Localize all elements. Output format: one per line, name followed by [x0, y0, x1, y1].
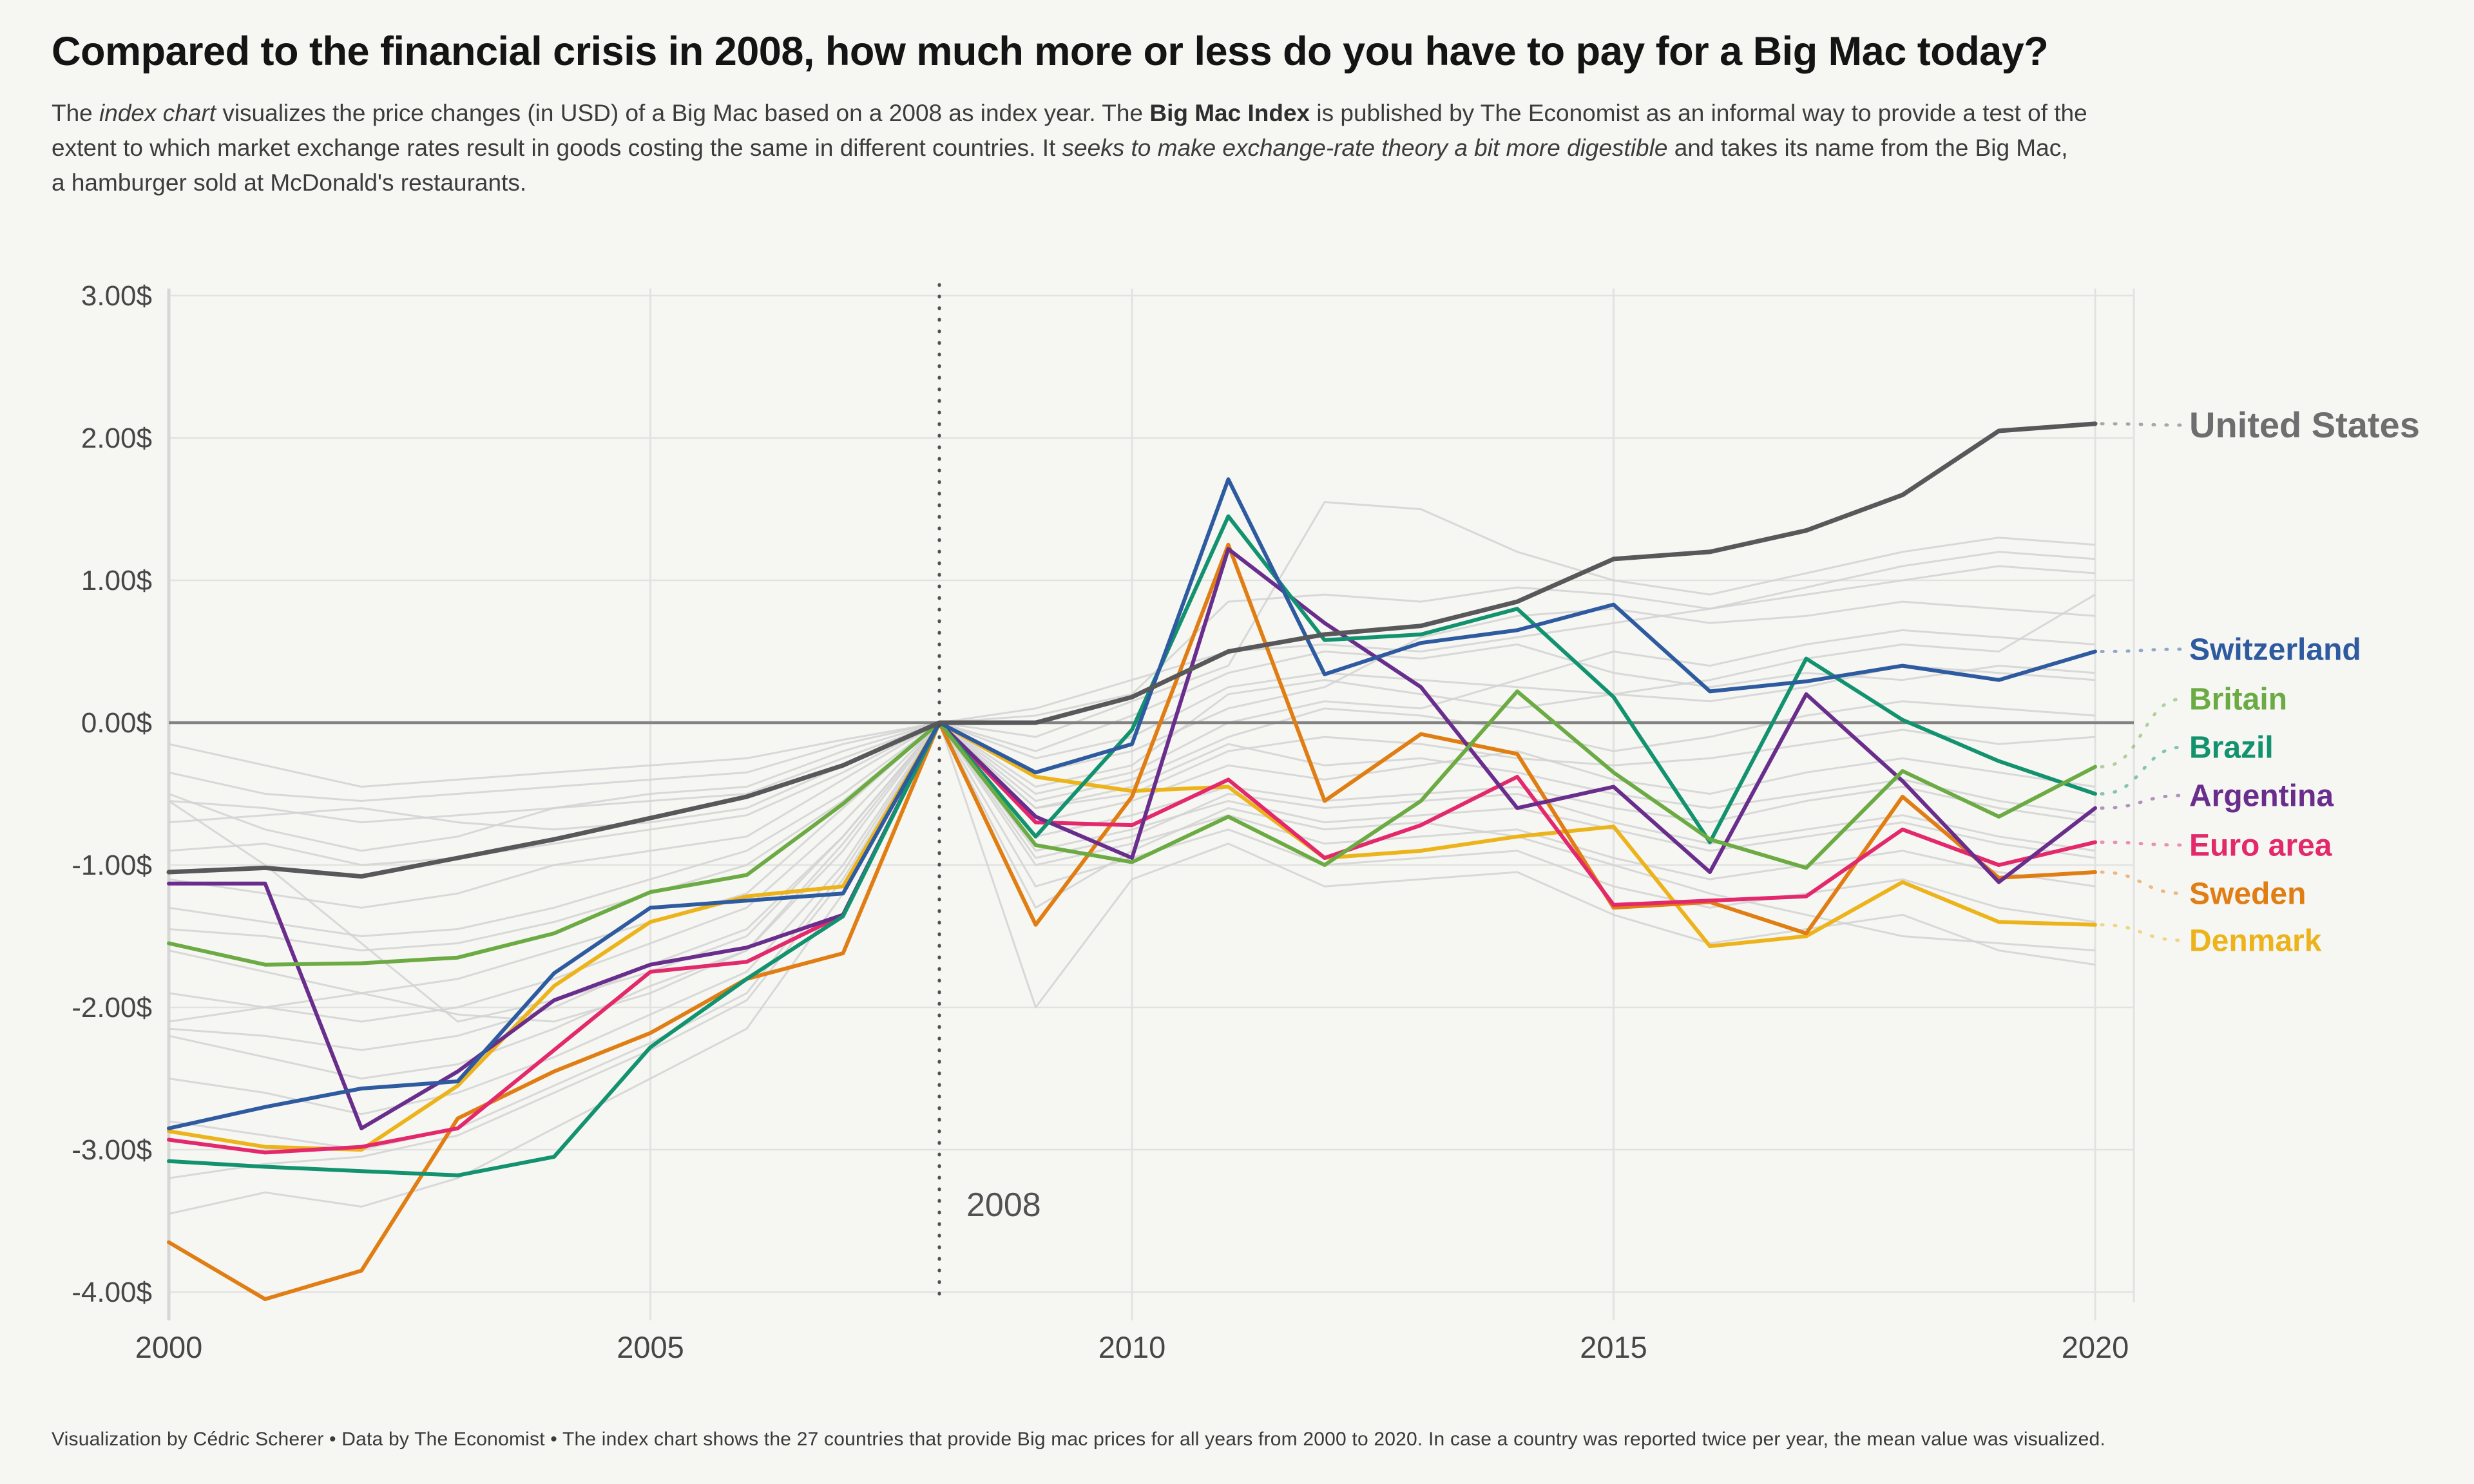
- y-tick-label: 2.00$: [81, 423, 152, 454]
- y-tick-label: 3.00$: [81, 280, 152, 312]
- grid-layer: [169, 289, 2134, 1320]
- legend-label-united-states: United States: [2189, 404, 2420, 446]
- legend-connector-argentina: [2102, 795, 2183, 808]
- legend-connector-euro-area: [2102, 842, 2183, 845]
- subtitle-segment: Big Mac Index: [1149, 100, 1310, 127]
- legend-layer: [2102, 404, 2420, 958]
- subtitle-segment: and takes its name from the Big Mac,: [1667, 134, 2068, 161]
- source-caption: Visualization by Cédric Scherer • Data by The Economist • The index chart shows the 27 countries that provide Big mac prices for all years from 2000 to 2020. In case a country was reported twice per year, the mean value was visualized.: [52, 1429, 2105, 1450]
- y-tick-label: 1.00$: [81, 565, 152, 596]
- legend-connector-britain: [2102, 699, 2183, 767]
- legend-label-argentina: Argentina: [2189, 779, 2334, 813]
- y-tick-label: -4.00$: [72, 1277, 152, 1308]
- legend-label-denmark: Denmark: [2189, 924, 2322, 958]
- legend-connector-united-states: [2102, 424, 2183, 425]
- x-tick-label: 2020: [2061, 1330, 2129, 1364]
- legend-label-brazil: Brazil: [2189, 730, 2274, 765]
- legend-label-switzerland: Switzerland: [2189, 633, 2361, 667]
- legend-connector-sweden: [2102, 872, 2183, 893]
- legend-label-britain: Britain: [2189, 682, 2288, 717]
- subtitle-segment: extent to which market exchange rates result in goods costing the same in different countries. It: [52, 134, 1062, 161]
- subtitle-segment: a hamburger sold at McDonald's restaurants.: [52, 169, 527, 196]
- legend-label-euro-area: Euro area: [2189, 828, 2332, 863]
- x-tick-label: 2015: [1580, 1330, 1647, 1364]
- legend-connector-switzerland: [2102, 649, 2183, 652]
- subtitle-segment: is published by The Economist as an informal way to provide a test of the: [1310, 100, 2087, 127]
- legend-connector-denmark: [2102, 925, 2183, 940]
- subtitle-segment: The: [52, 100, 100, 127]
- index-year-label: 2008: [966, 1186, 1041, 1224]
- y-tick-label: -3.00$: [72, 1134, 152, 1166]
- x-tick-label: 2005: [617, 1330, 684, 1364]
- legend-connector-brazil: [2102, 747, 2183, 794]
- x-tick-label: 2010: [1098, 1330, 1166, 1364]
- subtitle-segment: seeks to make exchange-rate theory a bit more digestible: [1062, 134, 1668, 161]
- y-tick-label: -1.00$: [72, 850, 152, 881]
- y-tick-label: 0.00$: [81, 707, 152, 739]
- legend-label-sweden: Sweden: [2189, 877, 2306, 911]
- x-tick-label: 2000: [135, 1330, 203, 1364]
- y-tick-label: -2.00$: [72, 992, 152, 1023]
- page-title: Compared to the financial crisis in 2008, how much more or less do you have to pay for a Big Mac today?: [52, 29, 2049, 74]
- subtitle-segment: index chart: [99, 100, 216, 127]
- subtitle-segment: visualizes the price changes (in USD) of a Big Mac based on a 2008 as index year. The: [216, 100, 1150, 127]
